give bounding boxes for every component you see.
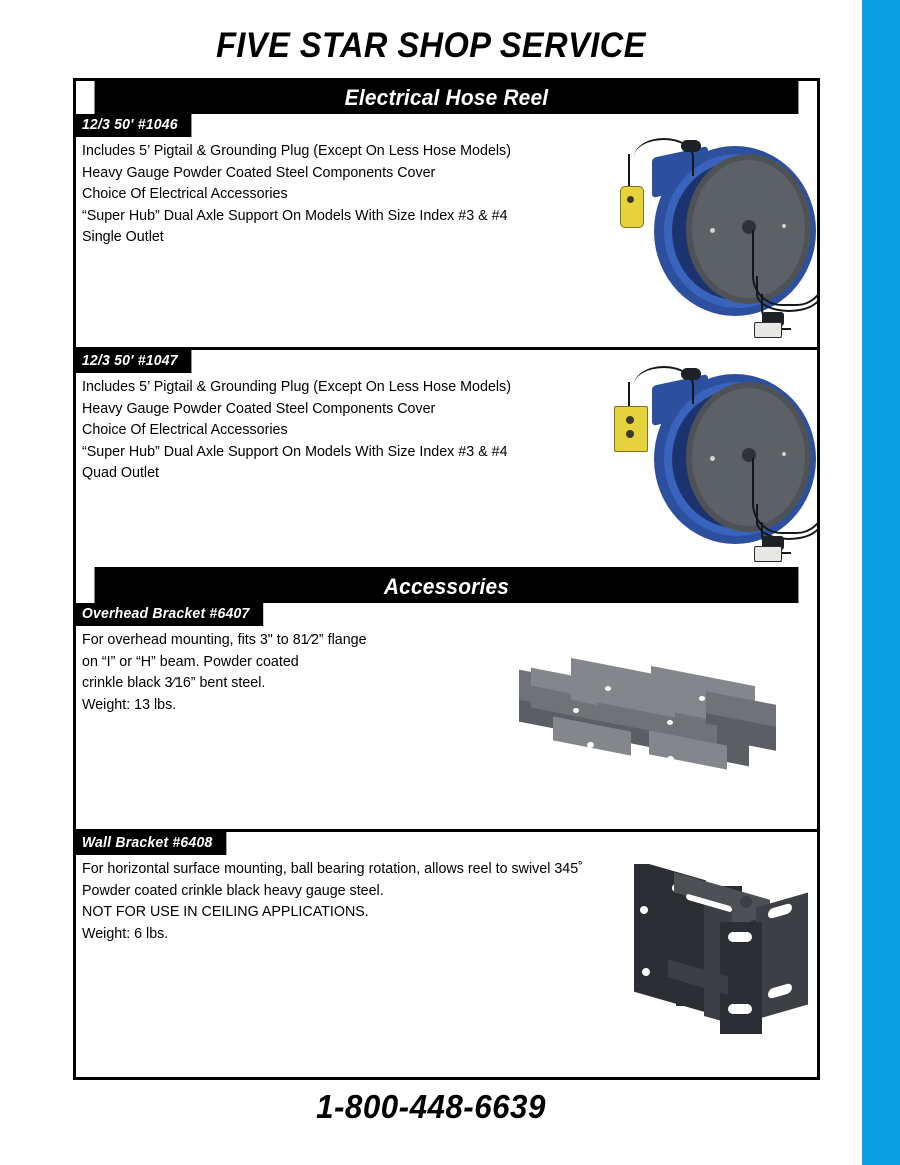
product-row-wall-bracket xyxy=(76,829,817,1057)
spec-item: Includes 5’ Pigtail & Grounding Plug (Except On Less Hose Models) xyxy=(82,379,511,395)
spec-item: For overhead mounting, fits 3" to 81⁄2” flange xyxy=(82,632,367,648)
electrical-hose-reel-quad-outlet-image xyxy=(606,352,817,564)
accent-sidebar xyxy=(862,0,900,1165)
wall-bracket-image xyxy=(616,864,817,1046)
catalog-frame xyxy=(73,78,820,1080)
spec-item: Heavy Gauge Powder Coated Steel Components Cover xyxy=(82,164,436,181)
page-title: FIVE STAR SHOP SERVICE xyxy=(216,26,646,65)
electrical-hose-reel-single-outlet-image xyxy=(606,124,817,342)
spec-item: Heavy Gauge Powder Coated Steel Components Cover xyxy=(82,400,436,417)
product-row-1047 xyxy=(76,347,817,567)
spec-item: “Super Hub” Dual Axle Support On Models With Size Index #3 & #4 xyxy=(82,207,508,224)
spec-item: Weight: 13 lbs. xyxy=(82,696,177,713)
spec-item: NOT FOR USE IN CEILING APPLICATIONS. xyxy=(82,904,369,920)
spec-item: “Super Hub” Dual Axle Support On Models With Size Index #3 & #4 xyxy=(82,443,508,460)
spec-item: For horizontal surface mounting, ball bearing rotation, allows reel to swivel 345˚ xyxy=(82,861,583,877)
spec-item: Includes 5’ Pigtail & Grounding Plug (Except On Less Hose Models) xyxy=(82,143,511,159)
overhead-bracket-image xyxy=(501,658,791,783)
product-tag-1046: 12/3 50' #1046 xyxy=(76,114,191,137)
spec-item: Powder coated crinkle black heavy gauge steel. xyxy=(82,882,384,899)
product-tag-wall-bracket: Wall Bracket #6408 xyxy=(76,832,226,855)
product-tag-1047: 12/3 50' #1047 xyxy=(76,350,191,373)
spec-item: Quad Outlet xyxy=(82,465,160,481)
spec-item: on “I” or “H” beam. Powder coated xyxy=(82,653,299,670)
section-header-electrical-hose-reel: Electrical Hose Reel xyxy=(95,81,799,114)
spec-item: Choice Of Electrical Accessories xyxy=(82,186,288,202)
product-tag-overhead-bracket: Overhead Bracket #6407 xyxy=(76,603,263,626)
spec-item: Single Outlet xyxy=(82,229,164,245)
product-row-1046 xyxy=(76,114,817,347)
spec-item: Choice Of Electrical Accessories xyxy=(82,422,288,438)
footer-phone-number: 1-800-448-6639 xyxy=(316,1088,546,1125)
section-header-accessories: Accessories xyxy=(95,567,799,603)
spec-item: Weight: 6 lbs. xyxy=(82,925,169,942)
spec-item: crinkle black 3⁄16” bent steel. xyxy=(82,675,266,691)
product-row-overhead-bracket xyxy=(76,603,817,829)
